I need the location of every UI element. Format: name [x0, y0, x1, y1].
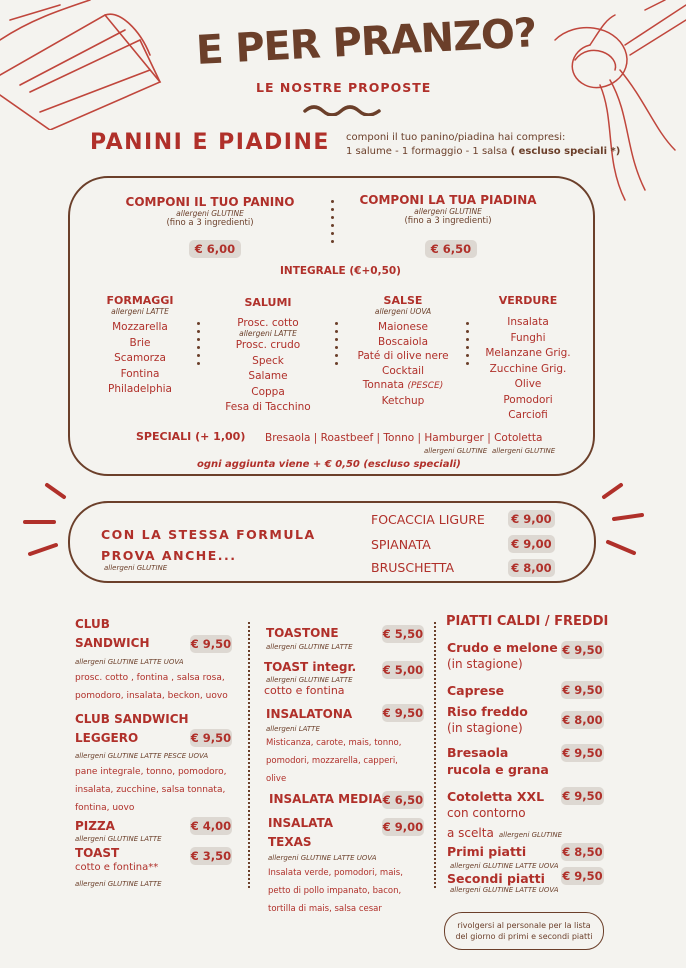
- secondi-title: Secondi piatti: [447, 871, 545, 886]
- integrale-label: INTEGRALE (€+0,50): [280, 265, 401, 277]
- desc-line: pane integrale, tonno, pomodoro,: [75, 767, 227, 777]
- list-item: Funghi: [510, 331, 546, 344]
- section-title-panini: PANINI E PIADINE: [90, 130, 330, 155]
- item-sub: con contorno: [447, 806, 526, 820]
- price-badge: € 9,50: [562, 869, 603, 883]
- aggiunta-note: ogni aggiunta viene + € 0,50 (escluso speciali): [197, 459, 461, 470]
- page-subtitle: LE NOSTRE PROPOSTE: [256, 80, 432, 95]
- salumi-column: [218, 296, 318, 416]
- allergens-label: allergeni GLUTINE LATTE: [75, 880, 162, 888]
- allergens-label: allergeni GLUTINE: [424, 447, 488, 455]
- formula-item-name: FOCACCIA LIGURE: [371, 512, 485, 527]
- allergens-label: allergeni GLUTINE: [104, 564, 168, 572]
- item-description: [268, 864, 403, 918]
- intro-line: componi il tuo panino/piadina hai compresi:: [346, 132, 566, 143]
- desc-line: Misticanza, carote, mais, tonno,: [266, 738, 402, 748]
- toast-sub: cotto e fontina**: [75, 862, 159, 873]
- list-item: Cocktail: [382, 364, 424, 377]
- list-item: Olive: [514, 378, 542, 390]
- desc-line: petto di pollo impanato, bacon,: [268, 886, 402, 896]
- desc-line: pomodoro, insalata, beckon, uovo: [75, 691, 228, 701]
- item-sub: (in stagione): [447, 721, 523, 735]
- allergens-label: allergeni GLUTINE LATTE: [266, 643, 353, 651]
- price-badge: € 9,50: [562, 683, 603, 697]
- toastone-title: TOASTONE: [266, 626, 339, 640]
- item-title: TEXAS: [268, 835, 312, 849]
- list-item: Speck: [252, 354, 284, 367]
- allergens-label: allergeni GLUTINE LATTE UOVA: [75, 658, 184, 666]
- list-item: Melanzane Grig.: [485, 347, 571, 359]
- price-badge: € 9,50: [190, 731, 232, 745]
- speciali-title: SPECIALI (+ 1,00): [136, 430, 246, 443]
- insalata-media-title: INSALATA MEDIA: [269, 792, 383, 806]
- compose-panino: [120, 195, 300, 228]
- list-item: Coppa: [251, 385, 285, 398]
- list-item: Salame: [248, 370, 288, 382]
- note-line: rivolgersi al personale per la lista: [457, 921, 591, 930]
- caprese-title: Caprese: [447, 683, 505, 698]
- item-title: Riso freddo: [447, 704, 528, 719]
- item-description: [266, 734, 401, 788]
- note-line: del giorno di primi e secondi piatti: [455, 932, 593, 941]
- price-badge: € 9,00: [508, 510, 555, 528]
- price-badge: € 8,50: [562, 845, 603, 859]
- allergens-label: allergeni GLUTINE: [414, 207, 482, 216]
- price-badge: € 8,00: [562, 713, 603, 727]
- list-item: Pomodori: [503, 393, 553, 406]
- item-sub: a scelta: [447, 826, 494, 840]
- list-item: Zucchine Grig.: [489, 362, 567, 375]
- item-description: [75, 669, 228, 705]
- list-item: Mozzarella: [112, 321, 168, 333]
- salse-column: [348, 294, 458, 408]
- formula-line: PROVA ANCHE...: [101, 548, 237, 563]
- sandwich-illustration: [0, 0, 170, 130]
- allergens-label: allergeni GLUTINE LATTE PESCE UOVA: [75, 752, 209, 760]
- price-badge: € 8,00: [508, 559, 555, 577]
- dotted-divider: [434, 622, 436, 888]
- price-badge: € 9,50: [190, 637, 232, 651]
- list-item: Ketchup: [381, 394, 425, 407]
- list-item: Paté di olive nere: [357, 350, 449, 362]
- allergens-label: allergeni LATTE: [266, 725, 320, 733]
- price-badge: € 9,50: [382, 706, 424, 720]
- list-item: Boscaiola: [378, 335, 428, 348]
- panini-intro: [346, 131, 620, 159]
- staff-note: [444, 912, 604, 950]
- price-badge: € 5,50: [382, 627, 424, 641]
- wave-divider: [303, 102, 383, 116]
- crudo-melone: [447, 639, 558, 673]
- insalatona-title: INSALATONA: [266, 707, 353, 721]
- formula-item-name: BRUSCHETTA: [371, 560, 455, 575]
- compose-panino-title: COMPONI IL TUO PANINO: [125, 195, 295, 209]
- item-title: CLUB: [75, 617, 110, 631]
- desc-line: prosc. cotto , fontina , salsa rosa,: [75, 673, 225, 683]
- list-item: Carciofi: [508, 409, 548, 421]
- list-item: Prosc. cotto: [237, 317, 299, 329]
- allergens-label: allergeni UOVA: [374, 307, 432, 316]
- item-description: [75, 763, 227, 817]
- desc-line: insalata, zucchine, salsa tonnata,: [75, 785, 226, 795]
- insalata-texas: [268, 814, 333, 852]
- price-badge: € 6,00: [189, 240, 241, 258]
- formula-heading: [101, 524, 316, 566]
- list-item: Fesa di Tacchino: [225, 401, 311, 413]
- item-title: CLUB SANDWICH: [75, 712, 189, 726]
- item-title: Bresaola: [447, 745, 509, 760]
- allergens-label: allergeni GLUTINE LATTE UOVA: [268, 854, 377, 862]
- list-item: Scamorza: [114, 352, 166, 364]
- desc-line: olive: [266, 774, 287, 784]
- verdure-title: VERDURE: [498, 294, 558, 307]
- primi-title: Primi piatti: [447, 844, 527, 859]
- dotted-divider: [331, 200, 334, 248]
- desc-line: pomodori, mozzarella, capperi,: [266, 756, 398, 766]
- dotted-divider: [197, 322, 200, 370]
- bresaola: [447, 744, 549, 778]
- item-sub: (in stagione): [447, 657, 523, 671]
- item-title: Cotoletta XXL: [447, 789, 545, 804]
- toast-title: TOAST: [75, 846, 120, 860]
- list-item: Tonnata: [362, 379, 405, 391]
- allergens-label: allergeni LATTE: [239, 329, 297, 338]
- formaggi-title: FORMAGGI: [106, 294, 174, 307]
- item-title: INSALATA: [268, 816, 333, 830]
- formaggi-column: [95, 294, 185, 398]
- price-badge: € 4,00: [190, 819, 232, 833]
- compose-piadina: [358, 193, 538, 226]
- pizza-title: PIZZA: [75, 819, 115, 833]
- club-sandwich: [75, 615, 149, 653]
- dotted-divider: [248, 622, 250, 888]
- price-badge: € 6,50: [425, 240, 477, 258]
- salumi-title: SALUMI: [244, 296, 292, 309]
- dotted-divider: [466, 322, 469, 370]
- toast-integr-sub: cotto e fontina: [264, 684, 345, 697]
- burst-left-icon: [22, 482, 72, 562]
- price-badge: € 6,50: [382, 793, 424, 807]
- allergens-label: allergeni GLUTINE: [492, 447, 556, 455]
- toast-integr-title: TOAST integr.: [264, 660, 357, 674]
- item-title: LEGGERO: [75, 731, 139, 745]
- dotted-divider: [335, 322, 338, 370]
- price-badge: € 9,50: [562, 746, 603, 760]
- formula-item-name: SPIANATA: [371, 537, 431, 552]
- price-badge: € 3,50: [190, 849, 232, 863]
- list-item: Prosc. crudo: [235, 339, 301, 351]
- salse-title: SALSE: [383, 294, 423, 307]
- piatti-title: PIATTI CALDI / FREDDI: [446, 614, 609, 629]
- club-sandwich-leggero: [75, 710, 189, 748]
- allergen-note: (PESCE): [407, 381, 444, 391]
- price-badge: € 5,00: [382, 663, 424, 677]
- allergens-label: allergeni GLUTINE LATTE UOVA: [450, 862, 559, 870]
- allergens-label: allergeni GLUTINE LATTE UOVA: [450, 886, 559, 894]
- desc-line: tortilla di mais, salsa cesar: [268, 904, 382, 914]
- item-title: Crudo e melone: [447, 640, 558, 655]
- allergens-label: allergeni GLUTINE LATTE: [75, 835, 162, 843]
- ingredient-note: (fino a 3 ingredienti): [404, 216, 492, 226]
- riso-freddo: [447, 703, 528, 737]
- cotoletta: [447, 788, 562, 842]
- allergens-label: allergeni GLUTINE LATTE: [266, 676, 353, 684]
- price-badge: € 9,50: [562, 643, 603, 657]
- list-item: Maionese: [378, 321, 428, 333]
- burst-right-icon: [596, 482, 646, 562]
- item-title: SANDWICH: [75, 636, 150, 650]
- list-item: Philadelphia: [108, 383, 172, 395]
- desc-line: Insalata verde, pomodori, mais,: [268, 868, 403, 878]
- page-title: E PER PRANZO?: [195, 10, 538, 74]
- price-badge: € 9,50: [562, 789, 603, 803]
- allergens-label: allergeni LATTE: [111, 307, 169, 316]
- list-item: Fontina: [120, 367, 160, 380]
- speciali-items: Bresaola | Roastbeef | Tonno | Hamburger | Cotoletta: [265, 432, 543, 444]
- formula-line: CON LA STESSA FORMULA: [101, 527, 316, 542]
- list-item: Insalata: [507, 316, 549, 328]
- item-title: rucola e grana: [447, 762, 549, 777]
- desc-line: fontina, uovo: [75, 803, 135, 813]
- intro-note: ( escluso speciali *): [510, 146, 621, 157]
- allergens-label: allergeni GLUTINE: [498, 831, 563, 839]
- ingredient-note: (fino a 3 ingredienti): [166, 218, 254, 228]
- price-badge: € 9,00: [382, 820, 424, 834]
- verdure-column: [478, 294, 578, 424]
- list-item: Brie: [129, 336, 151, 349]
- allergens-label: allergeni GLUTINE: [176, 209, 244, 218]
- compose-piadina-title: COMPONI LA TUA PIADINA: [359, 193, 537, 207]
- intro-line: 1 salume - 1 formaggio - 1 salsa: [346, 146, 508, 157]
- price-badge: € 9,00: [508, 535, 555, 553]
